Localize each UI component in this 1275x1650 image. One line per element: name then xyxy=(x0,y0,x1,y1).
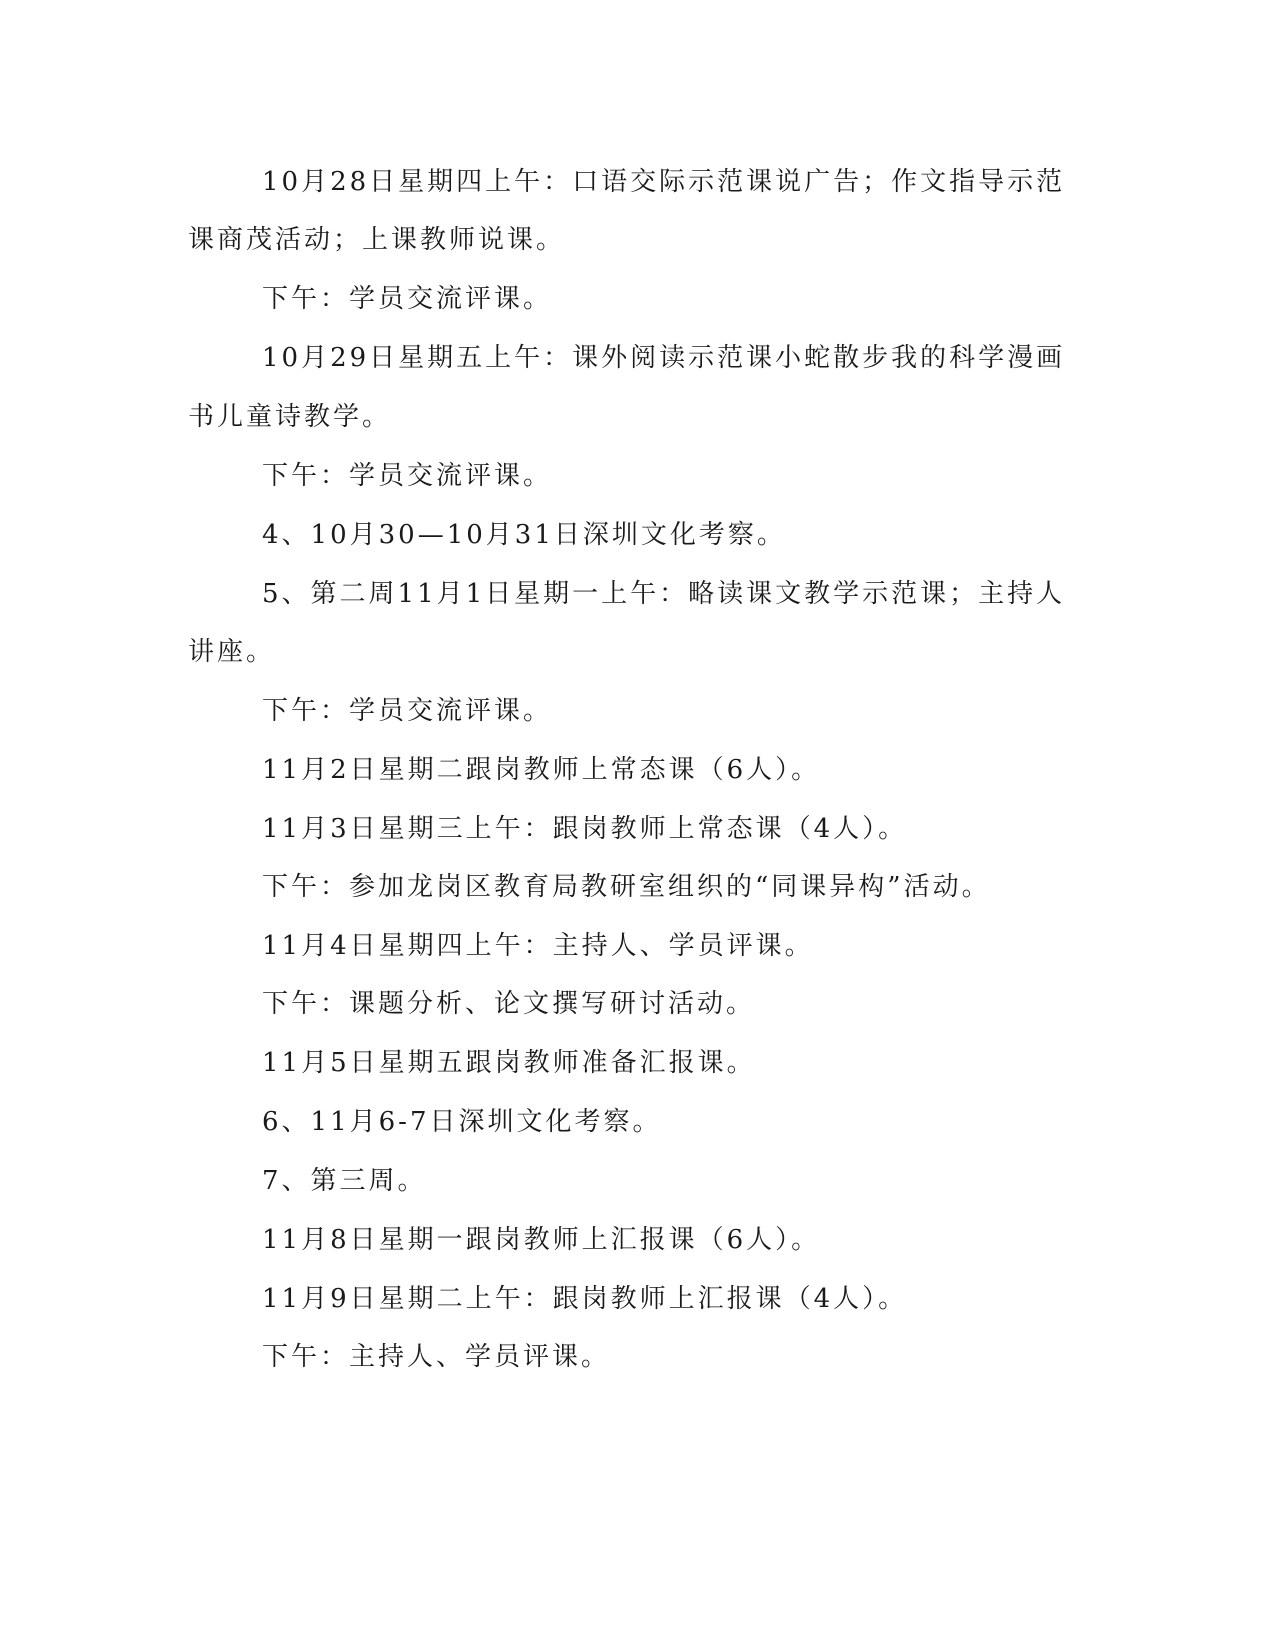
paragraph-line: 讲座。 xyxy=(188,637,276,667)
paragraph-line: 11月9日星期二上午：跟岗教师上汇报课（4人）。 xyxy=(262,1284,908,1314)
paragraph-line: 11月3日星期三上午：跟岗教师上常态课（4人）。 xyxy=(262,814,908,844)
paragraph-line: 下午：参加龙岗区教育局教研室组织的“同课异构”活动。 xyxy=(262,872,991,902)
paragraph-line: 11月2日星期二跟岗教师上常态课（6人）。 xyxy=(262,755,821,785)
paragraph-line: 7、第三周。 xyxy=(262,1166,427,1196)
paragraph-line: 10月28日星期四上午：口语交际示范课说广告；作文指导示范 xyxy=(262,167,1066,197)
paragraph-line: 下午：主持人、学员评课。 xyxy=(262,1342,611,1372)
paragraph-line: 下午：课题分析、论文撰写研讨活动。 xyxy=(262,989,756,1019)
paragraph-line: 10月29日星期五上午：课外阅读示范课小蛇散步我的科学漫画 xyxy=(262,343,1066,373)
paragraph-line: 11月4日星期四上午：主持人、学员评课。 xyxy=(262,931,814,961)
paragraph-line: 下午：学员交流评课。 xyxy=(262,696,553,726)
paragraph-line: 书儿童诗教学。 xyxy=(188,402,392,432)
paragraph-line: 5、第二周11月1日星期一上午：略读课文教学示范课；主持人 xyxy=(262,579,1066,609)
paragraph-line: 4、10月30—10月31日深圳文化考察。 xyxy=(262,520,786,550)
paragraph-line: 6、11月6-7日深圳文化考察。 xyxy=(262,1107,662,1137)
paragraph-line: 课商茂活动；上课教师说课。 xyxy=(188,225,566,255)
paragraph-line: 下午：学员交流评课。 xyxy=(262,284,553,314)
paragraph-line: 下午：学员交流评课。 xyxy=(262,461,553,491)
paragraph-line: 11月5日星期五跟岗教师准备汇报课。 xyxy=(262,1048,756,1078)
paragraph-line: 11月8日星期一跟岗教师上汇报课（6人）。 xyxy=(262,1225,821,1255)
